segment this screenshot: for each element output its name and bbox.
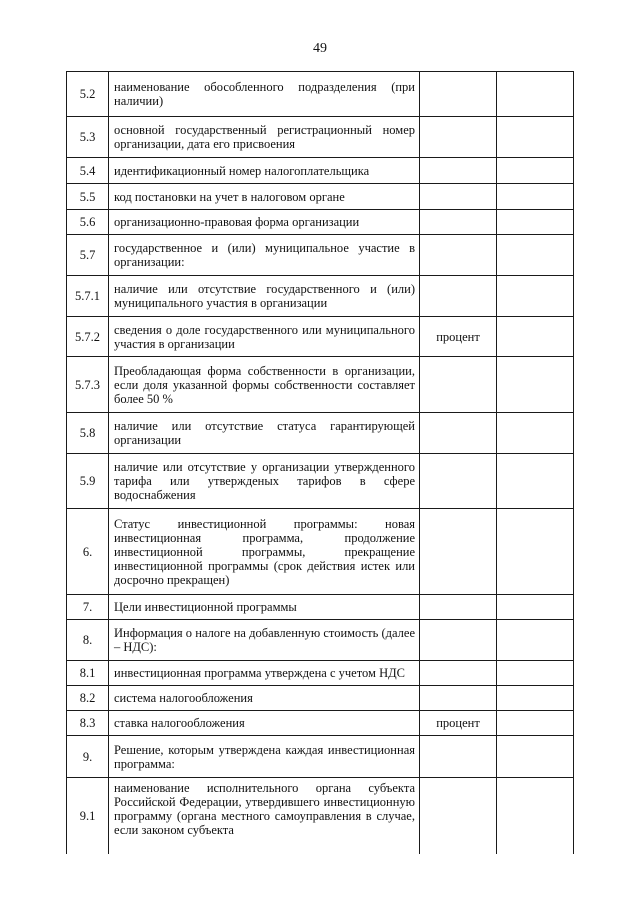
- table-row: [67, 184, 574, 210]
- row-unit: [420, 595, 497, 620]
- row-description: наличие или отсутствие у организации утвержденного тарифа или утвержденых тарифов в сфере водоснабжения: [109, 454, 420, 509]
- row-unit: [420, 117, 497, 158]
- row-value: [497, 454, 574, 509]
- row-description: государственное и (или) муниципальное участие в организации:: [109, 235, 420, 276]
- row-value: [497, 595, 574, 620]
- table-row: [67, 454, 574, 509]
- row-value: [497, 276, 574, 317]
- table-row: [67, 736, 574, 778]
- row-value: [497, 210, 574, 235]
- row-unit: процент: [420, 317, 497, 357]
- table-row: [67, 686, 574, 711]
- row-unit: [420, 736, 497, 778]
- row-description: инвестиционная программа утверждена с учетом НДС: [109, 661, 420, 686]
- table-row: [67, 509, 574, 595]
- row-description: [109, 778, 420, 854]
- row-value: [497, 686, 574, 711]
- table-row: [67, 357, 574, 413]
- row-number: 5.2: [67, 72, 109, 117]
- row-number: 8.: [67, 620, 109, 661]
- row-unit: [420, 686, 497, 711]
- row-number: 5.8: [67, 413, 109, 454]
- row-value: [497, 72, 574, 117]
- row-value: [497, 778, 574, 854]
- row-value: [497, 509, 574, 595]
- row-value: [497, 158, 574, 184]
- row-description: сведения о доле государственного или муниципального участия в организации: [109, 317, 420, 357]
- row-unit: [420, 276, 497, 317]
- row-description: ставка налогообложения: [109, 711, 420, 736]
- row-number: 6.: [67, 509, 109, 595]
- row-value: [497, 235, 574, 276]
- row-description: Цели инвестиционной программы: [109, 595, 420, 620]
- row-value: [497, 357, 574, 413]
- row-unit: [420, 158, 497, 184]
- row-number: 5.4: [67, 158, 109, 184]
- row-value: [497, 184, 574, 210]
- row-number: 5.7.1: [67, 276, 109, 317]
- row-description: основной государственный регистрационный номер организации, дата его присвоения: [109, 117, 420, 158]
- row-unit: [420, 235, 497, 276]
- row-description: Информация о налоге на добавленную стоимость (далее – НДС):: [109, 620, 420, 661]
- row-description: идентификационный номер налогоплательщика: [109, 158, 420, 184]
- table-row: [67, 620, 574, 661]
- table-row: [67, 210, 574, 235]
- row-unit: [420, 620, 497, 661]
- row-number: 5.7.3: [67, 357, 109, 413]
- row-number: 8.1: [67, 661, 109, 686]
- row-value: [497, 317, 574, 357]
- row-unit: [420, 72, 497, 117]
- row-unit: [420, 454, 497, 509]
- table-row: [67, 595, 574, 620]
- row-value: [497, 711, 574, 736]
- row-value: [497, 413, 574, 454]
- row-description: система налогообложения: [109, 686, 420, 711]
- row-unit: [420, 184, 497, 210]
- table-row: [67, 778, 574, 854]
- row-description: код постановки на учет в налоговом органе: [109, 184, 420, 210]
- row-unit: [420, 661, 497, 686]
- table-row: [67, 276, 574, 317]
- row-unit: процент: [420, 711, 497, 736]
- row-number: 5.9: [67, 454, 109, 509]
- row-unit: [420, 413, 497, 454]
- row-number: 5.5: [67, 184, 109, 210]
- page-number: 49: [313, 41, 327, 56]
- row-unit: [420, 778, 497, 854]
- row-number: 5.7: [67, 235, 109, 276]
- table-row: [67, 158, 574, 184]
- table-row: [67, 235, 574, 276]
- table-row: [67, 317, 574, 357]
- table-row: [67, 117, 574, 158]
- row-number: 9.1: [67, 778, 109, 854]
- row-description: Преобладающая форма собственности в организации, если доля указанной формы собственности составляет более 50 %: [109, 357, 420, 413]
- table-row: [67, 72, 574, 117]
- row-description: наличие или отсутствие статуса гарантирующей организации: [109, 413, 420, 454]
- row-description: Решение, которым утверждена каждая инвестиционная программа:: [109, 736, 420, 778]
- row-description: наличие или отсутствие государственного и (или) муниципального участия в организации: [109, 276, 420, 317]
- table-row: [67, 661, 574, 686]
- row-number: 5.3: [67, 117, 109, 158]
- row-number: 8.3: [67, 711, 109, 736]
- row-unit: [420, 509, 497, 595]
- table-row: [67, 711, 574, 736]
- row-description: организационно-правовая форма организации: [109, 210, 420, 235]
- row-number: 5.6: [67, 210, 109, 235]
- row-value: [497, 620, 574, 661]
- row-number: 7.: [67, 595, 109, 620]
- table-row: [67, 413, 574, 454]
- row-description: Статус инвестиционной программы: новая инвестиционная программа, продолжение инвестиционной программы, прекращение инвестиционной программы (срок действия истек или досрочно прекращен): [109, 509, 420, 595]
- indicator-table: [66, 71, 574, 854]
- row-number: 8.2: [67, 686, 109, 711]
- row-unit: [420, 210, 497, 235]
- row-unit: [420, 357, 497, 413]
- row-number: 5.7.2: [67, 317, 109, 357]
- row-value: [497, 736, 574, 778]
- row-description-text: наименование исполнительного органа субъекта Российской Федерации, утвердившего инвестиционную программу (органа местного самоуправления в случае, если законом субъекта: [114, 781, 415, 837]
- row-number: 9.: [67, 736, 109, 778]
- row-value: [497, 117, 574, 158]
- row-value: [497, 661, 574, 686]
- row-description: наименование обособленного подразделения (при наличии): [109, 72, 420, 117]
